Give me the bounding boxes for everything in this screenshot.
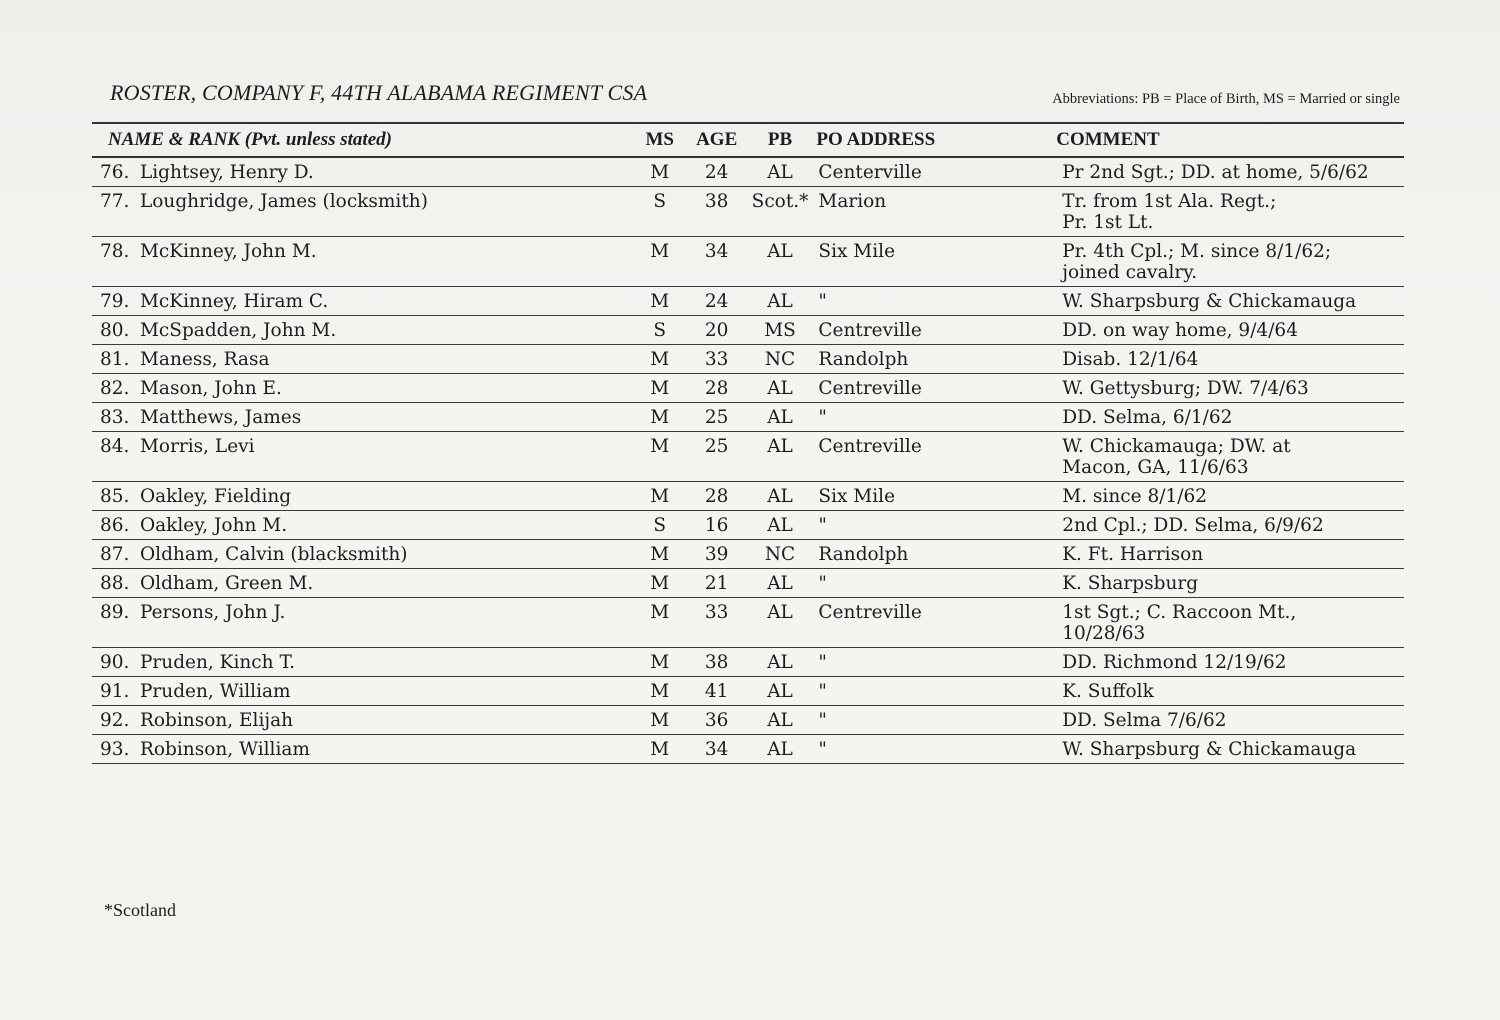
comment: DD. Selma, 6/1/62 xyxy=(1052,403,1404,432)
table-row xyxy=(92,345,1404,374)
soldier-name: Oldham, Calvin (blacksmith) xyxy=(136,540,634,569)
age: 34 xyxy=(686,735,748,764)
po-address: Six Mile xyxy=(812,237,1052,287)
age: 33 xyxy=(686,345,748,374)
po-address: " xyxy=(812,648,1052,677)
row-number: 85. xyxy=(92,482,136,511)
row-number: 88. xyxy=(92,569,136,598)
comment: Pr 2nd Sgt.; DD. at home, 5/6/62 xyxy=(1052,157,1404,187)
po-address: " xyxy=(812,706,1052,735)
age: 24 xyxy=(686,287,748,316)
po-address: " xyxy=(812,569,1052,598)
row-number: 79. xyxy=(92,287,136,316)
age: 25 xyxy=(686,432,748,482)
table-row xyxy=(92,432,1404,482)
age: 24 xyxy=(686,157,748,187)
po-address: " xyxy=(812,403,1052,432)
row-number: 86. xyxy=(92,511,136,540)
marital-status: M xyxy=(634,569,686,598)
soldier-name: Pruden, William xyxy=(136,677,634,706)
header-ms: MS xyxy=(634,123,686,157)
marital-status: M xyxy=(634,403,686,432)
age: 28 xyxy=(686,374,748,403)
header-row xyxy=(92,123,1404,157)
soldier-name: Morris, Levi xyxy=(136,432,634,482)
table-row xyxy=(92,187,1404,237)
marital-status: M xyxy=(634,648,686,677)
comment: W. Chickamauga; DW. at Macon, GA, 11/6/63 xyxy=(1052,432,1404,482)
po-address: Centreville xyxy=(812,432,1052,482)
marital-status: S xyxy=(634,316,686,345)
comment: DD. Selma 7/6/62 xyxy=(1052,706,1404,735)
place-of-birth: MS xyxy=(748,316,813,345)
marital-status: M xyxy=(634,598,686,648)
age: 38 xyxy=(686,187,748,237)
marital-status: M xyxy=(634,432,686,482)
header-pb: PB xyxy=(748,123,813,157)
table-row xyxy=(92,598,1404,648)
comment: K. Sharpsburg xyxy=(1052,569,1404,598)
age: 34 xyxy=(686,237,748,287)
age: 21 xyxy=(686,569,748,598)
po-address: " xyxy=(812,677,1052,706)
place-of-birth: AL xyxy=(748,403,813,432)
comment: W. Gettysburg; DW. 7/4/63 xyxy=(1052,374,1404,403)
table-row xyxy=(92,569,1404,598)
roster-body xyxy=(92,157,1404,764)
table-row xyxy=(92,157,1404,187)
table-row xyxy=(92,237,1404,287)
row-number: 91. xyxy=(92,677,136,706)
age: 39 xyxy=(686,540,748,569)
soldier-name: Maness, Rasa xyxy=(136,345,634,374)
marital-status: M xyxy=(634,374,686,403)
place-of-birth: AL xyxy=(748,648,813,677)
po-address: " xyxy=(812,735,1052,764)
soldier-name: Robinson, William xyxy=(136,735,634,764)
table-row xyxy=(92,482,1404,511)
header-po-address: PO ADDRESS xyxy=(812,123,1052,157)
place-of-birth: AL xyxy=(748,677,813,706)
roster-table xyxy=(92,122,1404,764)
table-row xyxy=(92,735,1404,764)
soldier-name: Loughridge, James (locksmith) xyxy=(136,187,634,237)
table-row xyxy=(92,511,1404,540)
place-of-birth: AL xyxy=(748,735,813,764)
comment: M. since 8/1/62 xyxy=(1052,482,1404,511)
soldier-name: Oakley, John M. xyxy=(136,511,634,540)
marital-status: M xyxy=(634,157,686,187)
age: 38 xyxy=(686,648,748,677)
age: 36 xyxy=(686,706,748,735)
document-title: ROSTER, COMPANY F, 44TH ALABAMA REGIMENT CSA xyxy=(110,80,648,105)
comment: W. Sharpsburg & Chickamauga xyxy=(1052,287,1404,316)
po-address: Randolph xyxy=(812,345,1052,374)
comment: DD. on way home, 9/4/64 xyxy=(1052,316,1404,345)
soldier-name: Matthews, James xyxy=(136,403,634,432)
row-number: 90. xyxy=(92,648,136,677)
table-row xyxy=(92,287,1404,316)
header-comment: COMMENT xyxy=(1052,123,1404,157)
row-number: 80. xyxy=(92,316,136,345)
row-number: 81. xyxy=(92,345,136,374)
age: 33 xyxy=(686,598,748,648)
po-address: " xyxy=(812,511,1052,540)
age: 28 xyxy=(686,482,748,511)
po-address: Centreville xyxy=(812,316,1052,345)
soldier-name: Persons, John J. xyxy=(136,598,634,648)
place-of-birth: AL xyxy=(748,482,813,511)
row-number: 87. xyxy=(92,540,136,569)
comment: K. Suffolk xyxy=(1052,677,1404,706)
row-number: 92. xyxy=(92,706,136,735)
soldier-name: McKinney, Hiram C. xyxy=(136,287,634,316)
soldier-name: McSpadden, John M. xyxy=(136,316,634,345)
soldier-name: Oakley, Fielding xyxy=(136,482,634,511)
marital-status: M xyxy=(634,706,686,735)
soldier-name: McKinney, John M. xyxy=(136,237,634,287)
comment: K. Ft. Harrison xyxy=(1052,540,1404,569)
po-address: Centreville xyxy=(812,598,1052,648)
po-address: Randolph xyxy=(812,540,1052,569)
place-of-birth: AL xyxy=(748,511,813,540)
table-row xyxy=(92,648,1404,677)
marital-status: M xyxy=(634,540,686,569)
marital-status: M xyxy=(634,735,686,764)
soldier-name: Mason, John E. xyxy=(136,374,634,403)
row-number: 78. xyxy=(92,237,136,287)
marital-status: S xyxy=(634,511,686,540)
comment: 1st Sgt.; C. Raccoon Mt., 10/28/63 xyxy=(1052,598,1404,648)
po-address: " xyxy=(812,287,1052,316)
table-row xyxy=(92,706,1404,735)
age: 20 xyxy=(686,316,748,345)
marital-status: M xyxy=(634,287,686,316)
table-row xyxy=(92,374,1404,403)
row-number: 84. xyxy=(92,432,136,482)
place-of-birth: AL xyxy=(748,569,813,598)
comment: 2nd Cpl.; DD. Selma, 6/9/62 xyxy=(1052,511,1404,540)
marital-status: M xyxy=(634,482,686,511)
place-of-birth: Scot.* xyxy=(748,187,813,237)
place-of-birth: AL xyxy=(748,598,813,648)
place-of-birth: NC xyxy=(748,345,813,374)
age: 25 xyxy=(686,403,748,432)
soldier-name: Oldham, Green M. xyxy=(136,569,634,598)
row-number: 89. xyxy=(92,598,136,648)
place-of-birth: AL xyxy=(748,432,813,482)
po-address: Six Mile xyxy=(812,482,1052,511)
marital-status: M xyxy=(634,677,686,706)
abbreviations-note: Abbreviations: PB = Place of Birth, MS = Married or single xyxy=(1052,91,1400,107)
header-name: NAME & RANK (Pvt. unless stated) xyxy=(92,123,634,157)
header-age: AGE xyxy=(686,123,748,157)
place-of-birth: AL xyxy=(748,237,813,287)
soldier-name: Lightsey, Henry D. xyxy=(136,157,634,187)
place-of-birth: NC xyxy=(748,540,813,569)
comment: Pr. 4th Cpl.; M. since 8/1/62; joined cavalry. xyxy=(1052,237,1404,287)
comment: DD. Richmond 12/19/62 xyxy=(1052,648,1404,677)
row-number: 93. xyxy=(92,735,136,764)
marital-status: M xyxy=(634,345,686,374)
place-of-birth: AL xyxy=(748,157,813,187)
comment: Tr. from 1st Ala. Regt.; Pr. 1st Lt. xyxy=(1052,187,1404,237)
soldier-name: Pruden, Kinch T. xyxy=(136,648,634,677)
row-number: 77. xyxy=(92,187,136,237)
table-row xyxy=(92,316,1404,345)
place-of-birth: AL xyxy=(748,287,813,316)
marital-status: M xyxy=(634,237,686,287)
table-row xyxy=(92,677,1404,706)
po-address: Centerville xyxy=(812,157,1052,187)
place-of-birth: AL xyxy=(748,706,813,735)
age: 41 xyxy=(686,677,748,706)
row-number: 83. xyxy=(92,403,136,432)
po-address: Marion xyxy=(812,187,1052,237)
comment: W. Sharpsburg & Chickamauga xyxy=(1052,735,1404,764)
table-row xyxy=(92,540,1404,569)
title-row xyxy=(110,80,1400,114)
place-of-birth: AL xyxy=(748,374,813,403)
po-address: Centreville xyxy=(812,374,1052,403)
footnote: *Scotland xyxy=(104,900,176,920)
soldier-name: Robinson, Elijah xyxy=(136,706,634,735)
row-number: 82. xyxy=(92,374,136,403)
table-row xyxy=(92,403,1404,432)
marital-status: S xyxy=(634,187,686,237)
row-number: 76. xyxy=(92,157,136,187)
age: 16 xyxy=(686,511,748,540)
comment: Disab. 12/1/64 xyxy=(1052,345,1404,374)
